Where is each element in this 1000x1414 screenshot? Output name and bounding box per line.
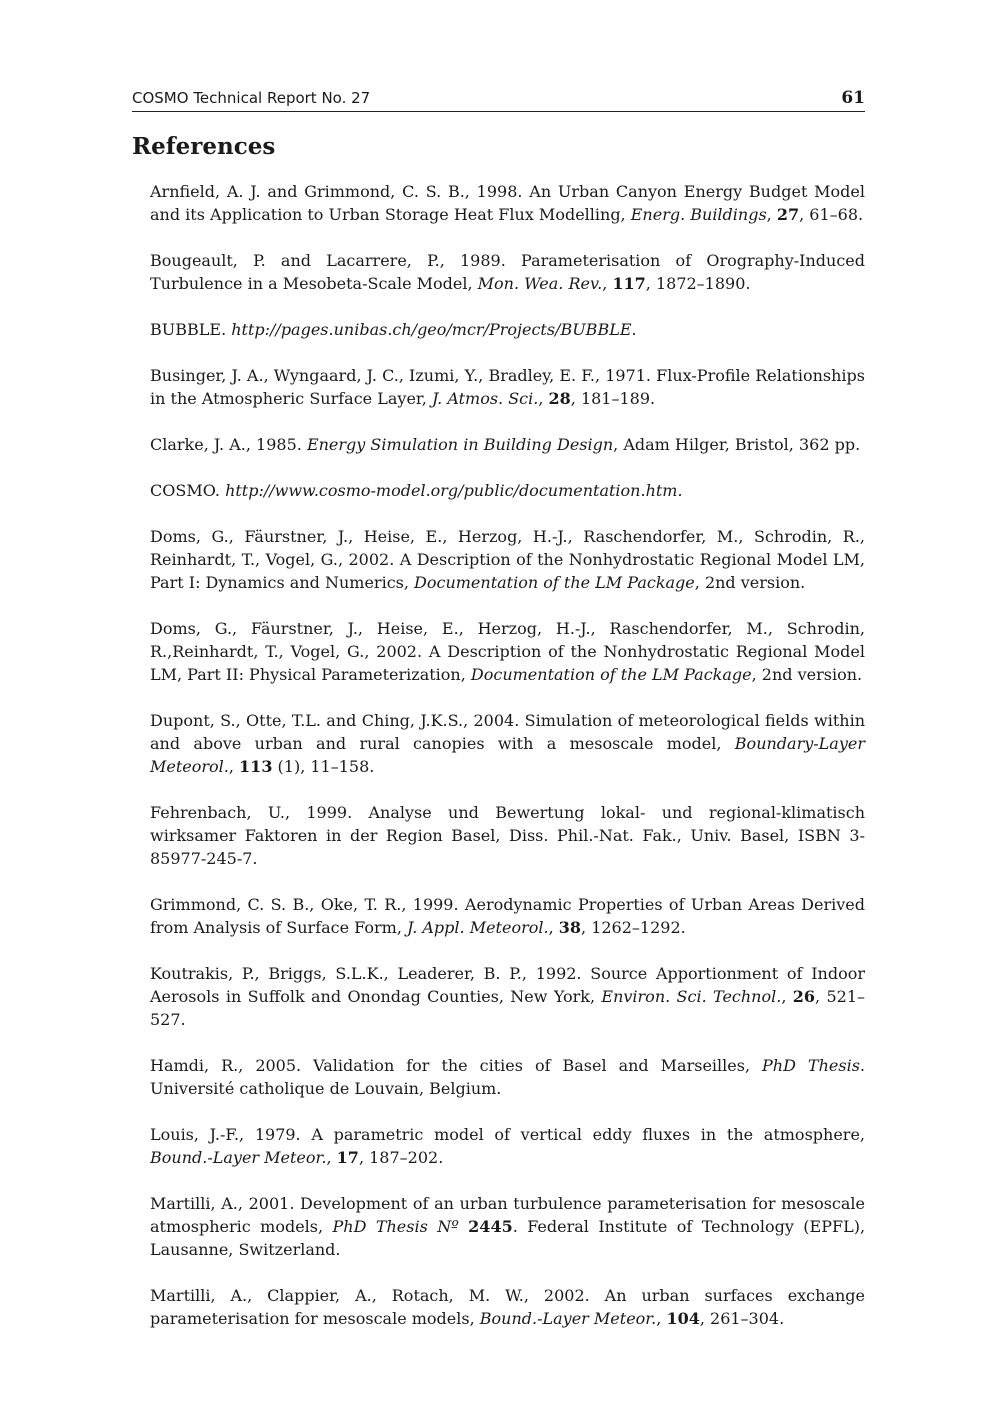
reference-entry (150, 479, 865, 502)
reference-text: Fehrenbach, U., 1999. Analyse und Bewertung lokal- und regional-klimatisch wirksamer Faktoren in der Region Basel, Diss. Phil.-Nat. Fak., Univ. Basel, ISBN 3-85977-245-7. (150, 803, 865, 868)
reference-text: , (781, 987, 793, 1006)
reference-text: , (538, 389, 549, 408)
reference-text: , (548, 918, 559, 937)
reference-text: , 1872–1890. (645, 274, 751, 293)
reference-volume: 17 (336, 1148, 359, 1167)
reference-entry (150, 962, 865, 1031)
section-title: References (132, 133, 276, 160)
reference-entry (150, 709, 865, 778)
reference-italic-text: http://pages.unibas.ch/geo/mcr/Projects/BUBBLE. (231, 320, 637, 339)
reference-text: COSMO. (150, 481, 226, 500)
reference-entry (150, 249, 865, 295)
reference-volume: 26 (792, 987, 816, 1006)
reference-list (150, 180, 865, 1330)
reference-entry (150, 893, 865, 939)
reference-entry (150, 617, 865, 686)
running-header (132, 89, 865, 112)
reference-italic-text: J. Atmos. Sci. (431, 389, 539, 408)
reference-italic-text: Documentation of the LM Package (470, 665, 752, 684)
reference-volume: 27 (776, 205, 800, 224)
reference-text: Arnfield, A. J. and Grimmond, C. S. B., 1998. An Urban Canyon Energy Budget Model and its Application to Urban Storage Heat Flux Modelling, (150, 182, 865, 224)
reference-italic-text: http://www.cosmo-model.org/public/documentation.htm. (225, 481, 683, 500)
reference-text: Koutrakis, P., Briggs, S.L.K., Leaderer, B. P., 1992. Source Apportionment of Indoor Aerosols in Suffolk and Onondag Counties, New York, (150, 964, 865, 1006)
reference-text: , 521–527. (150, 987, 865, 1029)
reference-text: BUBBLE. (150, 320, 232, 339)
reference-volume: 28 (548, 389, 571, 408)
reference-text: . Federal Institute of Technology (EPFL), Lausanne, Switzerland. (150, 1217, 866, 1259)
reference-text: , (228, 757, 240, 776)
reference-italic-text: Energ. Buildings (630, 205, 767, 224)
reference-text: Louis, J.-F., 1979. A parametric model of vertical eddy fluxes in the atmosphere, (150, 1125, 865, 1144)
reference-text: , 61–68. (799, 205, 864, 224)
reference-text: (1), 11–158. (272, 757, 375, 776)
reference-italic-text: Bound.-Layer Meteor. (479, 1309, 657, 1328)
reference-text: Doms, G., Fäurstner, J., Heise, E., Herzog, H.-J., Raschendorfer, M., Schrodin, R., Reinhardt, T., Vogel, G., 2002. A Description of the Nonhydrostatic Regional Model LM, Part I: Dynamics and Numerics, (150, 527, 865, 592)
reference-text: Hamdi, R., 2005. Validation for the cities of Basel and Marseilles, (150, 1056, 763, 1075)
reference-italic-text: J. Appl. Meteorol. (407, 918, 549, 937)
reference-text: , (602, 274, 613, 293)
reference-text: Grimmond, C. S. B., Oke, T. R., 1999. Aerodynamic Properties of Urban Areas Derived from Analysis of Surface Form, (150, 895, 865, 937)
reference-entry (150, 1192, 865, 1261)
reference-volume: 117 (612, 274, 646, 293)
reference-text: . Université catholique de Louvain, Belgium. (150, 1056, 866, 1098)
report-series-label: COSMO Technical Report No. 27 (132, 89, 371, 107)
reference-text: Doms, G., Fäurstner, J., Heise, E., Herzog, H.-J., Raschendorfer, M., Schrodin, R.,Reinhardt, T., Vogel, G., 2002. A Description of the Nonhydrostatic Regional Model LM, Part II: Physical Parameterization, (150, 619, 865, 684)
reference-text: , (656, 1309, 667, 1328)
reference-text: , 1262–1292. (581, 918, 686, 937)
reference-text: , Adam Hilger, Bristol, 362 pp. (613, 435, 861, 454)
reference-entry (150, 364, 865, 410)
reference-italic-text: Environ. Sci. Technol. (601, 987, 782, 1006)
reference-entry (150, 1054, 865, 1100)
reference-text: , 2nd version. (751, 665, 863, 684)
reference-entry (150, 433, 865, 456)
reference-text: , 187–202. (358, 1148, 444, 1167)
reference-volume: 113 (239, 757, 273, 776)
reference-entry (150, 1123, 865, 1169)
reference-italic-text: Mon. Wea. Rev. (477, 274, 603, 293)
reference-text: Bougeault, P. and Lacarrere, P., 1989. Parameterisation of Orography-Induced Turbulence in a Mesobeta-Scale Model, (150, 251, 865, 293)
reference-text: Clarke, J. A., 1985. (150, 435, 307, 454)
reference-text: , (326, 1148, 337, 1167)
reference-text: , 2nd version. (694, 573, 806, 592)
reference-entry (150, 801, 865, 870)
reference-volume: 2445 (468, 1217, 513, 1236)
reference-text: Martilli, A., Clappier, A., Rotach, M. W., 2002. An urban surfaces exchange parameterisation for mesoscale models, (150, 1286, 865, 1328)
reference-entry (150, 525, 865, 594)
reference-entry (150, 1284, 865, 1330)
reference-text (459, 1217, 468, 1236)
reference-italic-text: Bound.-Layer Meteor. (150, 1148, 327, 1167)
reference-text: , 261–304. (699, 1309, 785, 1328)
reference-text: Dupont, S., Otte, T.L. and Ching, J.K.S., 2004. Simulation of meteorological fields within and above urban and rural canopies with a mesoscale model, (150, 711, 865, 753)
reference-text: , 181–189. (570, 389, 656, 408)
reference-italic-text: Documentation of the LM Package (414, 573, 695, 592)
reference-italic-text: Boundary-Layer Meteorol. (150, 734, 865, 776)
reference-entry (150, 180, 865, 226)
reference-text: Martilli, A., 2001. Development of an urban turbulence parameterisation for mesoscale atmospheric models, (150, 1194, 865, 1236)
page-number: 61 (841, 88, 865, 108)
reference-italic-text: Energy Simulation in Building Design (306, 435, 614, 454)
reference-italic-text: PhD Thesis (762, 1056, 860, 1075)
reference-entry (150, 318, 865, 341)
reference-text: Businger, J. A., Wyngaard, J. C., Izumi, Y., Bradley, E. F., 1971. Flux-Profile Relationships in the Atmospheric Surface Layer, (150, 366, 865, 408)
reference-text: , (766, 205, 777, 224)
reference-volume: 38 (558, 918, 582, 937)
reference-volume: 104 (666, 1309, 700, 1328)
reference-italic-text: PhD Thesis Nº (332, 1217, 459, 1236)
